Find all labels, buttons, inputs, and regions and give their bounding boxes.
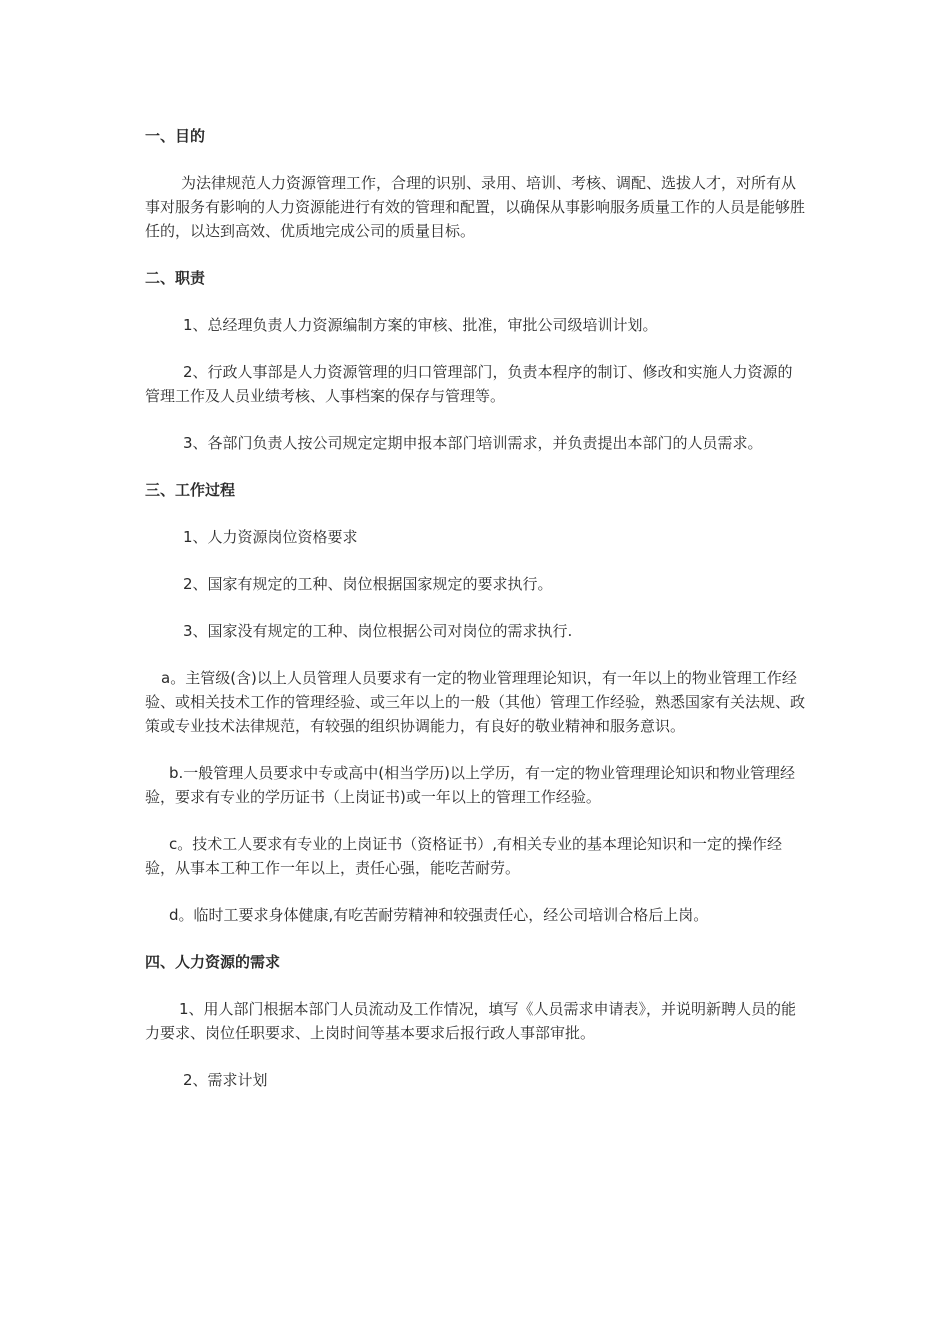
paragraph: 2、需求计划 (183, 1071, 268, 1089)
paragraph: 为法律规范人力资源管理工作，合理的识别、录用、培训、考核、调配、选拔人才，对所有从事对服务有影响的人力资源能进行有效的管理和配置，以确保从事影响服务质量工作的人员是能够胜任的，以达到高效、优质地完成公司的质量目标。 (145, 174, 806, 240)
paragraph: 2、行政人事部是人力资源管理的归口管理部门，负责本程序的制订、修改和实施人力资源的管理工作及人员业绩考核、人事档案的保存与管理等。 (145, 363, 793, 405)
paragraph: c。技术工人要求有专业的上岗证书（资格证书）,有相关专业的基本理论知识和一定的操作经验，从事本工种工作一年以上，责任心强，能吃苦耐劳。 (145, 835, 783, 877)
paragraph: d。临时工要求身体健康,有吃苦耐劳精神和较强责任心，经公司培训合格后上岗。 (169, 906, 709, 924)
paragraph: b.一般管理人员要求中专或高中(相当学历)以上学历，有一定的物业管理理论知识和物业管理经验，要求有专业的学历证书（上岗证书)或一年以上的管理工作经验。 (145, 764, 795, 806)
document-body (145, 124, 807, 1092)
paragraph: 2、国家有规定的工种、岗位根据国家规定的要求执行。 (183, 575, 553, 593)
paragraph: 1、人力资源岗位资格要求 (183, 528, 358, 546)
paragraph: 1、总经理负责人力资源编制方案的审核、批准，审批公司级培训计划。 (183, 316, 658, 334)
section-heading-demand: 四、人力资源的需求 (145, 953, 281, 971)
paragraph: a。主管级(含)以上人员管理人员要求有一定的物业管理理论知识，有一年以上的物业管理工作经验、或相关技术工作的管理经验、或三年以上的一般（其他）管理工作经验，熟悉国家有关法规、政策或专业技术法律规范，有较强的组织协调能力，有良好的敬业精神和服务意识。 (145, 669, 806, 735)
paragraph: 1、用人部门根据本部门人员流动及工作情况，填写《人员需求申请表》，并说明新聘人员的能力要求、岗位任职要求、上岗时间等基本要求后报行政人事部审批。 (145, 1000, 797, 1042)
paragraph: 3、各部门负责人按公司规定定期申报本部门培训需求，并负责提出本部门的人员需求。 (183, 434, 763, 452)
section-heading-purpose: 一、目的 (145, 127, 206, 145)
section-heading-process: 三、工作过程 (145, 481, 236, 499)
paragraph: 3、国家没有规定的工种、岗位根据公司对岗位的需求执行. (183, 622, 573, 640)
section-heading-duties: 二、职责 (145, 269, 206, 287)
